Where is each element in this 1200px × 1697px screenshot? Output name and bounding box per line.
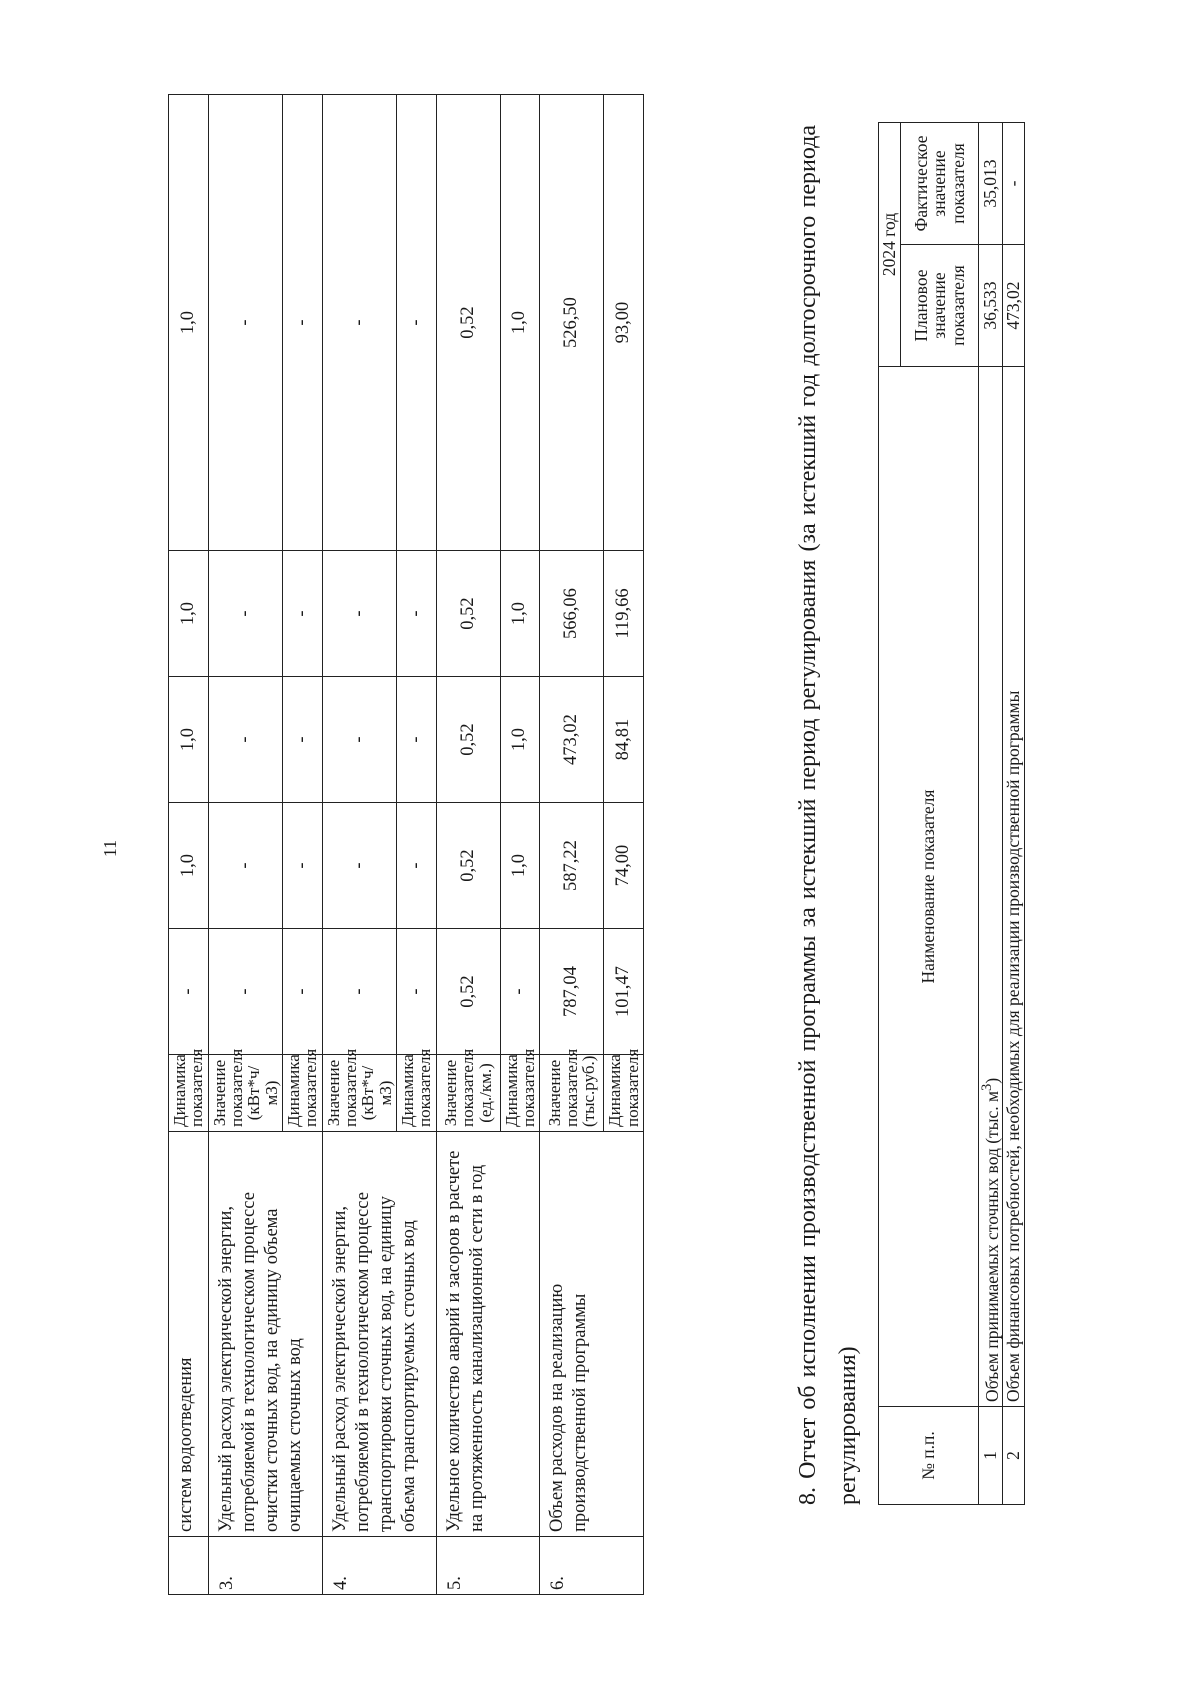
row-value: 1,0 <box>169 677 209 803</box>
table-row <box>436 95 500 1595</box>
page-number: 11 <box>100 839 121 858</box>
row-value: 1,0 <box>500 551 540 677</box>
row-indicator-name: Удельный расход электрической энергии, потребляемой в технологическом процессе транспортировки сточных вод, на единицу объема транспортируемых сточных вод <box>322 1132 436 1537</box>
row-value: - <box>322 803 396 929</box>
row-num: 3. <box>208 1537 322 1595</box>
table-row <box>1003 123 1024 1505</box>
col-header-year: 2024 год <box>879 123 901 367</box>
table-row <box>979 123 1003 1505</box>
row-num: 1 <box>979 1407 1003 1505</box>
row-value: 101,47 <box>604 929 644 1055</box>
row-value: 74,00 <box>604 803 644 929</box>
indicators-table <box>168 94 644 1595</box>
row-value: 587,22 <box>540 803 604 929</box>
row-fact-value: - <box>1003 123 1024 245</box>
row-value: - <box>282 95 322 551</box>
row-value: 0,52 <box>436 677 500 803</box>
row-num: 2 <box>1003 1407 1024 1505</box>
row-value: 1,0 <box>500 677 540 803</box>
table-row <box>540 95 604 1595</box>
report-table <box>878 122 1025 1505</box>
row-value: - <box>322 677 396 803</box>
row-value: - <box>282 803 322 929</box>
row-name: Объем финансовых потребностей, необходимых для реализации производственной программы <box>1003 367 1024 1407</box>
row-value: - <box>208 677 282 803</box>
row-plan-value: 473,02 <box>1003 245 1024 367</box>
row-unit: Значение показателя (кВт*ч/м3) <box>208 1055 282 1132</box>
row-unit: Значение показателя (кВт*ч/м3) <box>322 1055 396 1132</box>
row-indicator-name: Удельное количество аварий и засоров в расчете на протяженность канализационной сети в год <box>436 1132 540 1537</box>
row-num: 5. <box>436 1537 540 1595</box>
row-value: - <box>396 677 436 803</box>
row-unit: Динамика показателя <box>169 1055 209 1132</box>
row-indicator-name: систем водоотведения <box>169 1132 209 1537</box>
row-value: 787,04 <box>540 929 604 1055</box>
row-fact-value: 35,013 <box>979 123 1003 245</box>
row-unit: Динамика показателя <box>500 1055 540 1132</box>
row-num: 6. <box>540 1537 644 1595</box>
row-value: - <box>282 677 322 803</box>
row-value: 1,0 <box>500 95 540 551</box>
table-row <box>208 95 282 1595</box>
col-header-fact: Фактическое значение показателя <box>901 123 979 245</box>
row-value: 1,0 <box>169 551 209 677</box>
col-header-name: Наименование показателя <box>879 367 979 1407</box>
row-value: 526,50 <box>540 95 604 551</box>
row-value: 1,0 <box>500 803 540 929</box>
row-value: 84,81 <box>604 677 644 803</box>
row-value: - <box>322 551 396 677</box>
col-header-num: № п.п. <box>879 1407 979 1505</box>
row-value: - <box>396 929 436 1055</box>
row-unit: Значение показателя (ед./км.) <box>436 1055 500 1132</box>
rotated-page-content <box>168 95 1068 1595</box>
row-value: 0,52 <box>436 929 500 1055</box>
row-unit: Значение показателя (тыс.руб.) <box>540 1055 604 1132</box>
row-value: - <box>322 95 396 551</box>
row-value: - <box>282 929 322 1055</box>
row-value: - <box>208 929 282 1055</box>
row-value: 473,02 <box>540 677 604 803</box>
row-indicator-name: Объем расходов на реализацию производственной программы <box>540 1132 644 1537</box>
row-value: - <box>500 929 540 1055</box>
row-value: - <box>208 803 282 929</box>
row-value: - <box>282 551 322 677</box>
row-num: 4. <box>322 1537 436 1595</box>
row-unit: Динамика показателя <box>604 1055 644 1132</box>
row-value: - <box>322 929 396 1055</box>
row-name: Объем принимаемых сточных вод (тыс. $м^3$) <box>979 367 1003 1407</box>
row-value: - <box>208 551 282 677</box>
row-value: 0,52 <box>436 803 500 929</box>
row-value: 0,52 <box>436 551 500 677</box>
row-value: 1,0 <box>169 95 209 551</box>
table-row <box>169 95 209 1595</box>
row-value: 93,00 <box>604 95 644 551</box>
row-value: - <box>169 929 209 1055</box>
row-value: - <box>396 803 436 929</box>
row-value: - <box>208 95 282 551</box>
row-value: 1,0 <box>169 803 209 929</box>
row-value: 119,66 <box>604 551 644 677</box>
section-8-heading: 8. Отчет об исполнении производственной программы за истекший период регулирования (за истекший год долгосрочного периода регулирования) <box>795 125 861 1505</box>
row-unit: Динамика показателя <box>282 1055 322 1132</box>
row-value: 566,06 <box>540 551 604 677</box>
row-value: - <box>396 95 436 551</box>
row-num <box>169 1537 209 1595</box>
row-value: - <box>396 551 436 677</box>
row-indicator-name: Удельный расход электрической энергии, потребляемой в технологическом процессе очистки сточных вод, на единицу объема очищаемых сточных вод <box>208 1132 322 1537</box>
col-header-plan: Плановое значение показателя <box>901 245 979 367</box>
row-plan-value: 36,533 <box>979 245 1003 367</box>
row-value: 0,52 <box>436 95 500 551</box>
table-row <box>322 95 396 1595</box>
row-unit: Динамика показателя <box>396 1055 436 1132</box>
